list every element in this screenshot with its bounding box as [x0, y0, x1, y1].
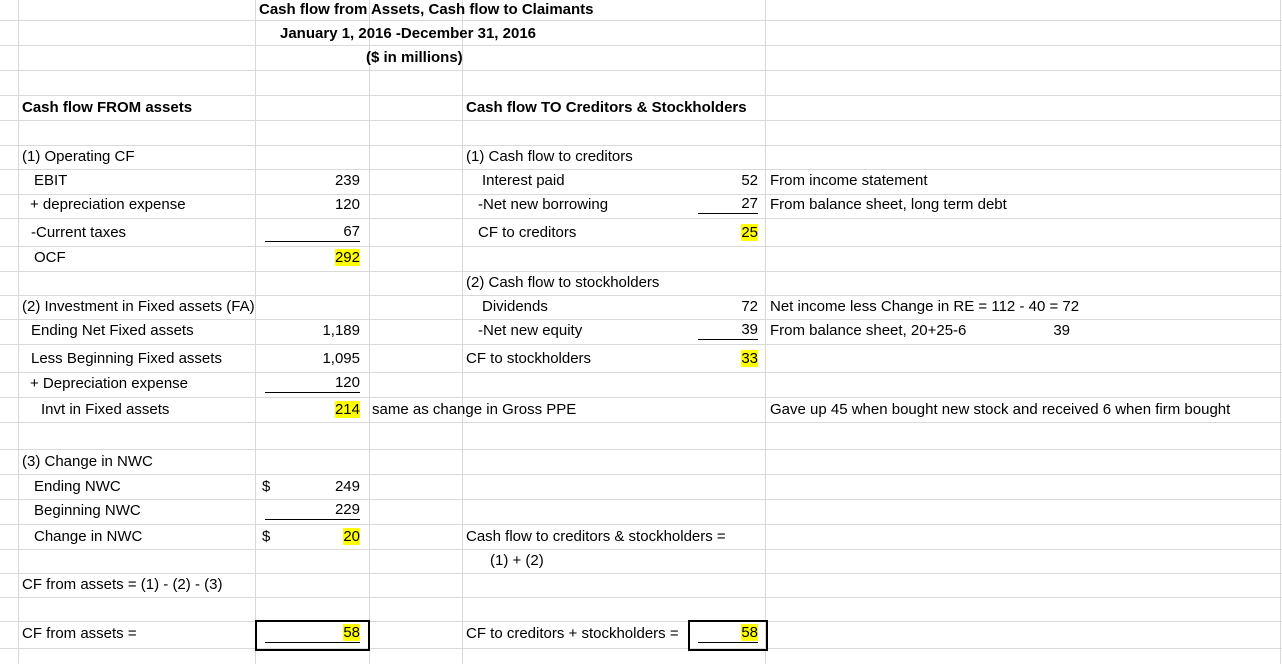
ocf-label-taxes: -Current taxes: [31, 224, 127, 241]
stockholders-value-dividends: 72: [741, 298, 758, 315]
ocf-value-taxes: 67: [265, 223, 360, 242]
fa-value-beginning: 1,095: [322, 350, 360, 367]
report-period: January 1, 2016 -December 31, 2016: [280, 25, 537, 42]
stockholders-note-equity: From balance sheet, 20+25-6: [770, 322, 967, 339]
creditors-label-interest: Interest paid: [482, 172, 565, 189]
cf-assets-total-value: 58: [265, 624, 360, 643]
fa-value-ending: 1,189: [322, 322, 360, 339]
creditors-value-total: 25: [741, 224, 758, 241]
creditors-heading: (1) Cash flow to creditors: [466, 148, 633, 165]
fa-label-beginning: Less Beginning Fixed assets: [31, 350, 222, 367]
left-section-title: Cash flow FROM assets: [22, 99, 193, 116]
fa-value-total: 214: [334, 401, 360, 418]
nwc-label-beginning: Beginning NWC: [34, 502, 141, 519]
nwc-value-ending: 249: [334, 478, 360, 495]
stockholders-label-equity: -Net new equity: [478, 322, 583, 339]
ocf-value-ebit: 239: [334, 172, 360, 189]
report-units: ($ in millions): [366, 49, 463, 66]
fa-label-depreciation: + Depreciation expense: [30, 375, 189, 392]
cf-assets-total-label: CF from assets =: [22, 625, 137, 642]
creditors-note-borrowing: From balance sheet, long term debt: [770, 196, 1007, 213]
nwc-label-change: Change in NWC: [34, 528, 143, 545]
nwc-currency-ending: $: [262, 478, 271, 495]
fa-note: same as change in Gross PPE: [372, 401, 577, 418]
stockholders-heading: (2) Cash flow to stockholders: [466, 274, 660, 291]
nwc-heading: (3) Change in NWC: [22, 453, 153, 470]
ocf-value-depreciation: 120: [334, 196, 360, 213]
right-section-title: Cash flow TO Creditors & Stockholders: [466, 99, 747, 116]
stockholders-value-total: 33: [741, 350, 758, 367]
creditors-value-interest: 52: [741, 172, 758, 189]
fa-label-ending: Ending Net Fixed assets: [31, 322, 194, 339]
nwc-label-ending: Ending NWC: [34, 478, 121, 495]
stockholders-gave-up-note: Gave up 45 when bought new stock and received 6 when firm bought: [770, 401, 1231, 418]
stockholders-value-equity: 39: [698, 321, 758, 340]
report-title: Cash flow from Assets, Cash flow to Claimants: [259, 1, 594, 18]
fa-label-total: Invt in Fixed assets: [41, 401, 170, 418]
stockholders-note-dividends: Net income less Change in RE = 112 - 40 = 72: [770, 298, 1080, 315]
creditors-label-borrowing: -Net new borrowing: [478, 196, 609, 213]
stockholders-label-dividends: Dividends: [482, 298, 548, 315]
stockholders-label-total: CF to stockholders: [466, 350, 592, 367]
nwc-value-change: 20: [343, 528, 360, 545]
cf-claimants-total-label: CF to creditors + stockholders =: [466, 625, 679, 642]
ocf-label-ebit: EBIT: [34, 172, 68, 189]
fa-value-depreciation: 120: [265, 374, 360, 393]
ocf-label-total: OCF: [34, 249, 66, 266]
sum-label-line2: (1) + (2): [490, 552, 544, 569]
creditors-value-borrowing: 27: [698, 195, 758, 214]
ocf-heading: (1) Operating CF: [22, 148, 135, 165]
ocf-label-depreciation: + depreciation expense: [30, 196, 186, 213]
cf-claimants-total-value: 58: [698, 624, 758, 643]
stockholders-extra-value: 39: [1053, 322, 1070, 339]
creditors-label-total: CF to creditors: [478, 224, 577, 241]
cf-assets-formula: CF from assets = (1) - (2) - (3): [22, 576, 223, 593]
creditors-note-interest: From income statement: [770, 172, 928, 189]
ocf-value-total: 292: [334, 249, 360, 266]
sum-label-line1: Cash flow to creditors & stockholders =: [466, 528, 726, 545]
fa-heading: (2) Investment in Fixed assets (FA): [22, 298, 255, 315]
nwc-value-beginning: 229: [265, 501, 360, 520]
nwc-currency-change: $: [262, 528, 271, 545]
